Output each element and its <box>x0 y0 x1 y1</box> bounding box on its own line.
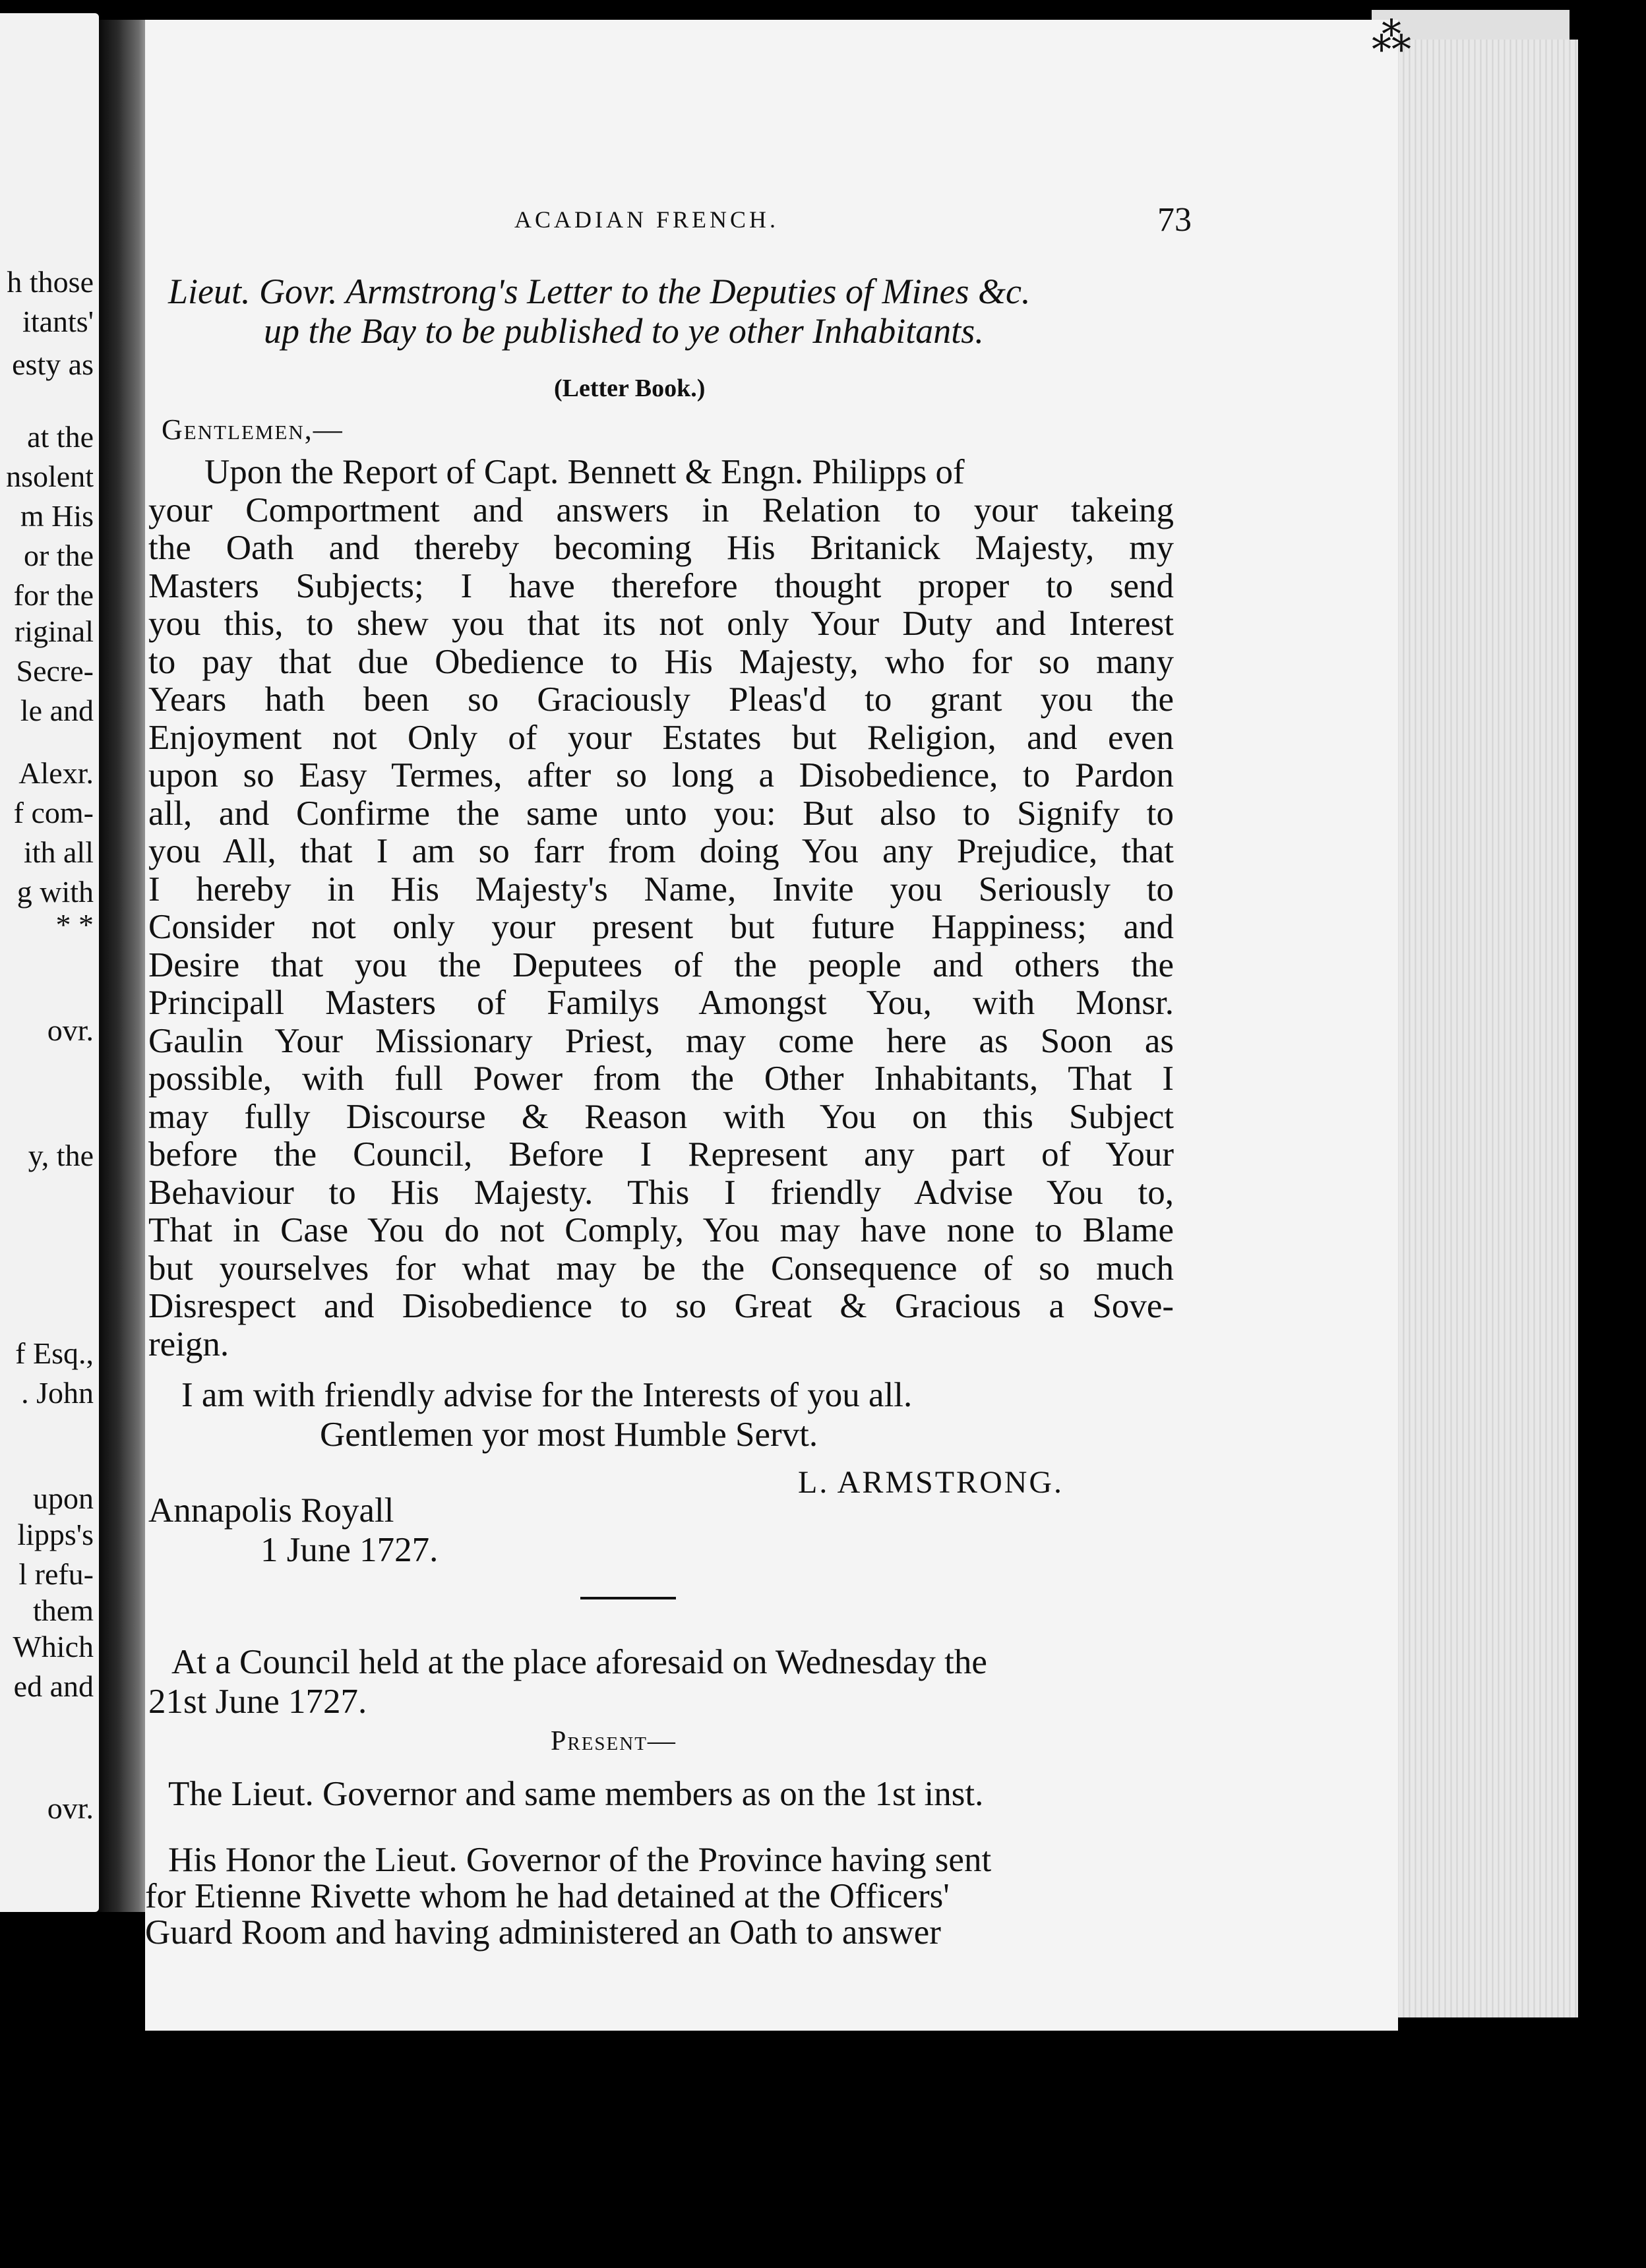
letter-line: Masters Subjects; I have therefore thought proper to send <box>148 567 1174 605</box>
facing-page-text-fragment: f Esq., <box>15 1336 94 1370</box>
letter-line: reign. <box>148 1325 229 1363</box>
running-head: ACADIAN FRENCH. <box>514 206 779 233</box>
facing-page-text-fragment: le and <box>20 694 94 727</box>
dateline-place: Annapolis Royall <box>148 1491 394 1530</box>
letter-line: to pay that due Obedience to His Majesty, who for so many <box>148 643 1174 681</box>
letter-line: Years hath been so Graciously Pleas'd to grant you the <box>148 680 1174 719</box>
letter-line: possible, with full Power from the Other Inhabitants, That I <box>148 1059 1174 1098</box>
facing-page-text-fragment: itants' <box>22 305 94 338</box>
letter-line: upon so Easy Termes, after so long a Disobedience, to Pardon <box>148 756 1174 794</box>
council-line: At a Council held at the place aforesaid on Wednesday the <box>171 1643 987 1681</box>
facing-page-text-fragment: m His <box>20 499 94 533</box>
body-line: His Honor the Lieut. Governor of the Province having sent <box>168 1841 992 1879</box>
facing-page-text-fragment: Which <box>13 1630 94 1663</box>
facing-page-text-fragment: at the <box>27 420 94 454</box>
letter-line: may fully Discourse & Reason with You on this Subject <box>148 1098 1174 1136</box>
facing-page-text-fragment: h those <box>7 265 94 299</box>
letter-line: you this, to shew you that its not only Your Duty and Interest <box>148 605 1174 643</box>
facing-page-text-fragment: lipps's <box>17 1518 94 1551</box>
letter-line: before the Council, Before I Represent any part of Your <box>148 1135 1174 1174</box>
council-line: 21st June 1727. <box>148 1683 367 1721</box>
page-stack-edge <box>1385 40 1578 2017</box>
salutation: Gentlemen,— <box>162 413 344 446</box>
source-note: (Letter Book.) <box>554 374 706 402</box>
letter-line: Principall Masters of Familys Amongst You, with Monsr. <box>148 984 1174 1022</box>
present-heading: Present— <box>551 1726 677 1756</box>
letter-line: the Oath and thereby becoming His Britanick Majesty, my <box>148 529 1174 567</box>
facing-page-text-fragment: Alexr. <box>18 756 94 790</box>
book-page <box>145 20 1398 2031</box>
facing-page-edge <box>0 13 99 1912</box>
letter-line: Consider not only your present but future Happiness; and <box>148 908 1174 946</box>
page-number: 73 <box>1157 201 1192 239</box>
section-divider <box>580 1597 676 1599</box>
facing-page-text-fragment: esty as <box>12 347 94 381</box>
letter-line: all, and Confirme the same unto you: But also to Signify to <box>148 794 1174 833</box>
facing-page-text-fragment: g with <box>16 875 94 909</box>
body-line: for Etienne Rivette whom he had detained at the Officers' <box>145 1877 950 1915</box>
signature: L. ARMSTRONG. <box>798 1465 1064 1500</box>
facing-page-text-fragment: upon <box>33 1481 94 1515</box>
letter-line: but yourselves for what may be the Consequence of so much <box>148 1249 1174 1288</box>
facing-page-text-fragment: ovr. <box>47 1013 94 1047</box>
facing-page-text-fragment: ith all <box>23 835 94 869</box>
letter-title-line: up the Bay to be published to ye other Inhabitants. <box>264 311 984 351</box>
page-tab-mark: ⁂ <box>1372 16 1411 59</box>
closing-line: I am with friendly advise for the Interests of you all. <box>181 1376 913 1414</box>
facing-page-text-fragment: for the <box>13 578 94 612</box>
facing-page-text-fragment: them <box>33 1594 94 1627</box>
letter-line: Desire that you the Deputees of the people and others the <box>148 946 1174 984</box>
facing-page-text-fragment: * * <box>55 908 94 941</box>
facing-page-text-fragment: Secre- <box>16 654 94 688</box>
letter-line: Gaulin Your Missionary Priest, may come here as Soon as <box>148 1022 1174 1060</box>
facing-page-text-fragment: riginal <box>14 614 94 648</box>
letter-line: Behaviour to His Majesty. This I friendly Advise You to, <box>148 1174 1174 1212</box>
body-line: Guard Room and having administered an Oath to answer <box>145 1913 941 1952</box>
letter-line: Upon the Report of Capt. Bennett & Engn. Philipps of <box>204 453 965 491</box>
present-text: The Lieut. Governor and same members as on the 1st inst. <box>168 1775 984 1813</box>
dateline-date: 1 June 1727. <box>260 1531 439 1569</box>
facing-page-text-fragment: or the <box>23 539 94 572</box>
facing-page-text-fragment: . John <box>21 1376 94 1410</box>
facing-page-text-fragment: f com- <box>13 796 94 829</box>
letter-line: you All, that I am so farr from doing You any Prejudice, that <box>148 832 1174 870</box>
letter-line: That in Case You do not Comply, You may have none to Blame <box>148 1211 1174 1249</box>
letter-line: I hereby in His Majesty's Name, Invite you Seriously to <box>148 870 1174 909</box>
facing-page-text-fragment: ovr. <box>47 1791 94 1825</box>
letter-title-line: Lieut. Govr. Armstrong's Letter to the Deputies of Mines &c. <box>168 272 1031 311</box>
letter-line: Enjoyment not Only of your Estates but Religion, and even <box>148 719 1174 757</box>
facing-page-text-fragment: nsolent <box>6 460 94 493</box>
letter-line: Disrespect and Disobedience to so Great & Gracious a Sove- <box>148 1287 1174 1325</box>
book-gutter <box>99 20 152 1912</box>
facing-page-text-fragment: ed and <box>13 1669 94 1703</box>
closing-line: Gentlemen yor most Humble Servt. <box>320 1416 818 1454</box>
facing-page-text-fragment: l refu- <box>18 1557 94 1591</box>
facing-page-text-fragment: y, the <box>28 1139 94 1172</box>
letter-line: your Comportment and answers in Relation to your takeing <box>148 491 1174 529</box>
